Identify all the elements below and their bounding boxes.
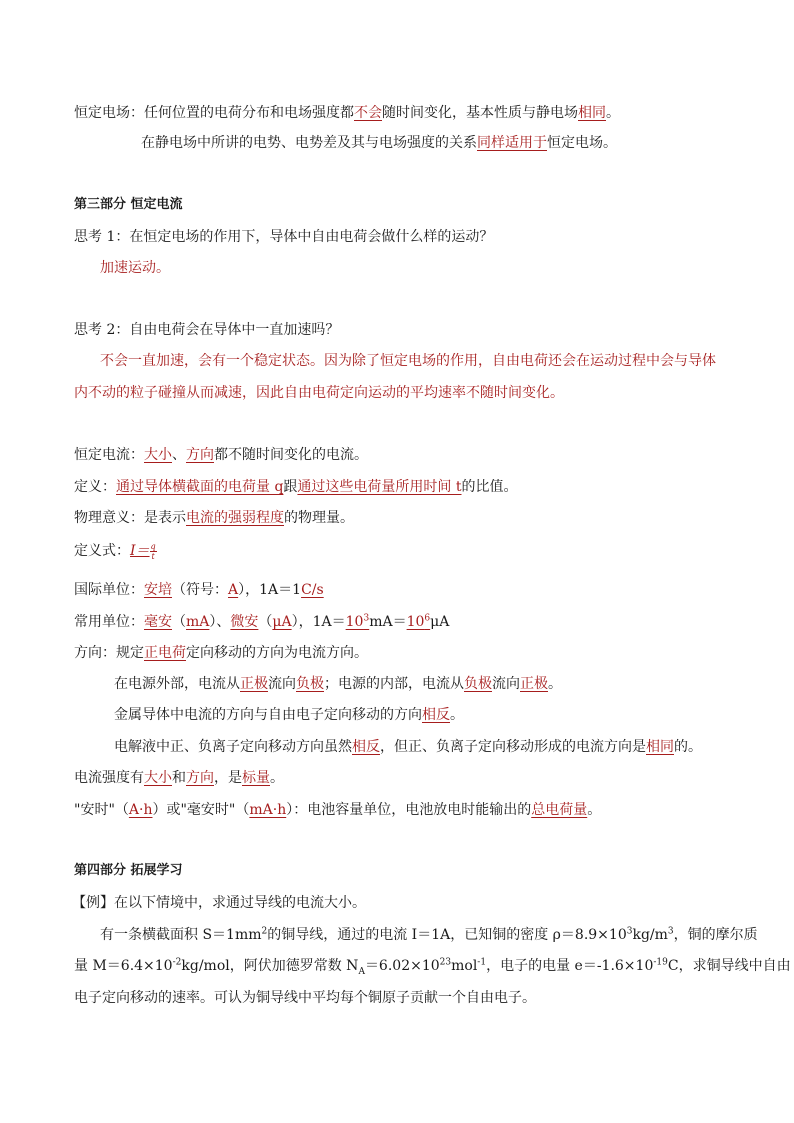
blank-answer: mA·h [249, 802, 287, 818]
blank-answer: 电流的强弱程度 [186, 510, 284, 526]
current-direction: 方向：规定正电荷定向移动的方向为电流方向。 [74, 645, 368, 661]
blank-answer: 安培 [144, 582, 172, 598]
blank-answer: 毫安 [144, 614, 172, 630]
blank-answer: $10^6$ [406, 613, 431, 630]
blank-answer: 大小 [144, 770, 172, 786]
blank-answer: 通过这些电荷量所用时间 t [297, 479, 462, 495]
blank-answer: 不会 [354, 105, 382, 121]
current-definition: 定义：通过导体横截面的电荷量 q跟通过这些电荷量所用时间 t的比值。 [74, 479, 518, 495]
blank-answer: 正电荷 [144, 645, 186, 661]
blank-answer: 负极 [296, 676, 324, 692]
blank-answer: 同样适用于 [477, 135, 547, 151]
blank-answer: 总电荷量 [531, 802, 588, 818]
blank-answer: 方向 [186, 447, 214, 463]
answer-2-line-1: 不会一直加速，会有一个稳定状态。因为除了恒定电场的作用，自由电荷还会在运动过程中会与导体 [100, 353, 716, 369]
direction-electrolyte: 电解液中正、负离子定向移动方向虽然相反，但正、负离子定向移动形成的电流方向是相同的。 [114, 739, 702, 755]
blank-answer: 相同 [578, 105, 606, 121]
blank-answer: μA [272, 614, 292, 630]
blank-answer: mA [186, 614, 210, 630]
example-title: 【例】在以下情境中，求通过导线的电流大小。 [72, 895, 366, 911]
example-problem-line-3: 电子定向移动的速率。可认为铜导线中平均每个铜原子贡献一个自由电子。 [74, 990, 536, 1006]
blank-answer: 正极 [520, 676, 548, 692]
blank-answer: 方向 [186, 770, 214, 786]
blank-answer: 标量 [242, 770, 270, 786]
constant-field-definition: 恒定电场：任何位置的电荷分布和电场强度都不会随时间变化，基本性质与静电场相同。 [74, 105, 620, 121]
constant-current-definition: 恒定电流：大小、方向都不随时间变化的电流。 [74, 447, 368, 463]
common-units: 常用单位：毫安（mA）、微安（μA），$1A=10^3mA=10^6\mu A$ [74, 613, 450, 630]
blank-answer: 大小 [144, 447, 172, 463]
blank-answer: A [228, 582, 239, 598]
direction-metal: 金属导体中电流的方向与自由电子定向移动的方向相反。 [114, 707, 464, 723]
answer-2-line-2: 内不动的粒子碰撞从而减速，因此自由电荷定向运动的平均速率不随时间变化。 [74, 385, 564, 401]
blank-answer: 相反 [352, 739, 380, 755]
blank-answer: 通过导体横截面的电荷量 q [116, 479, 284, 495]
blank-answer: A·h [128, 802, 153, 818]
constant-field-note: 在静电场中所讲的电势、电势差及其与电场强度的关系同样适用于恒定电场。 [141, 135, 617, 151]
blank-answer: 负极 [464, 676, 492, 692]
si-unit: 国际单位：安培（符号：A），1A＝1C/s [74, 582, 324, 598]
fraction: $\frac{q}{t}$ [150, 541, 156, 561]
section-heading-4: 第四部分 拓展学习 [74, 863, 183, 878]
definition-formula: 定义式：I＝ $\frac{q}{t}$ [74, 541, 156, 561]
formula: I＝ $\frac{q}{t}$ [130, 541, 156, 561]
blank-answer: $10^3$ [345, 613, 370, 630]
blank-answer: 微安 [230, 614, 259, 630]
question-1: 思考 1：在恒定电场的作用下，导体中自由电荷会做什么样的运动？ [74, 229, 494, 245]
blank-answer: 相反 [422, 707, 450, 723]
current-scalar: 电流强度有大小和方向，是标量。 [74, 770, 284, 786]
blank-answer: 相同 [646, 739, 674, 755]
answer-1: 加速运动。 [100, 260, 170, 276]
example-problem-line-2: 量 $M=6.4\times 10^{-2}kg$/mol，阿伏加德罗常数 $N_A=6.02\times 10^{23}mol^{-1}$，电子的电量 $e=-1.6\times 10^{-19}C$，求铜导线中自由 [74, 957, 791, 977]
question-2: 思考 2：自由电荷会在导体中一直加速吗？ [74, 322, 340, 338]
direction-source: 在电源外部，电流从正极流向负极；电源的内部，电流从负极流向正极。 [114, 676, 562, 692]
blank-answer: C/s [301, 582, 324, 598]
example-problem-line-1: 有一条横截面积 $S=1mm^2$的铜导线，通过的电流 I＝1A，已知铜的密度 $\rho=8.9\times 10^3kg/m^3$，铜的摩尔质 [100, 926, 758, 943]
blank-answer: 正极 [240, 676, 268, 692]
physical-meaning: 物理意义：是表示电流的强弱程度的物理量。 [74, 510, 354, 526]
battery-capacity: "安时"（A·h）或"毫安时"（mA·h）：电池容量单位，电池放电时能输出的总电荷量。 [74, 802, 602, 818]
section-heading-3: 第三部分 恒定电流 [74, 197, 183, 212]
